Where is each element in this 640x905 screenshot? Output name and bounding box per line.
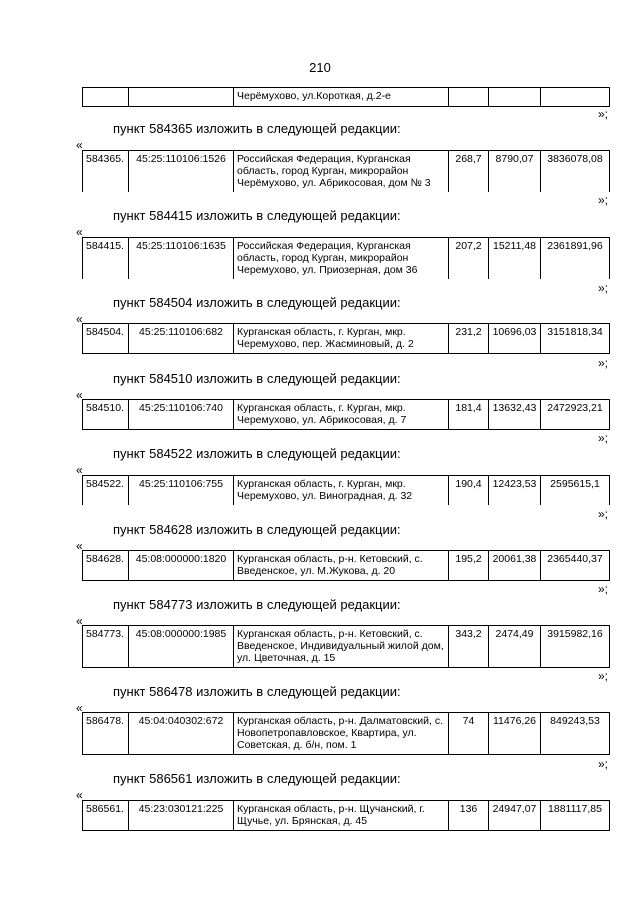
cell-number: 584504.: [83, 324, 129, 354]
cell-value: 2361891,96: [541, 238, 610, 280]
entry-heading: пункт 584773 изложить в следующей редакции:: [113, 597, 401, 612]
entry-table: [82, 625, 610, 668]
cell-price: 11476,26: [489, 713, 541, 755]
cell-value: 3151818,34: [541, 324, 610, 354]
cell-price: 12423,53: [489, 476, 541, 506]
table-row: [83, 151, 610, 193]
opening-quote: «: [76, 788, 83, 802]
cell-value: [541, 88, 610, 107]
cell-area: 343,2: [449, 626, 489, 668]
closing-quote: »;: [598, 193, 609, 207]
closing-quote: »;: [598, 281, 609, 295]
closing-quote: »;: [598, 669, 609, 683]
cell-number: [83, 88, 129, 107]
cell-area: 231,2: [449, 324, 489, 354]
cell-number: 584365.: [83, 151, 129, 193]
table-row: [83, 324, 610, 354]
cell-cadastral: 45:25:110106:1635: [129, 238, 234, 280]
cell-area: 207,2: [449, 238, 489, 280]
entry-table: [82, 712, 610, 755]
table-row: [83, 400, 610, 430]
cell-area: [449, 88, 489, 107]
cell-area: 136: [449, 801, 489, 831]
closing-quote: »;: [598, 107, 609, 121]
cell-value: 2595615,1: [541, 476, 610, 506]
cell-address: Курганская область, г. Курган, мкр. Черемухово, ул. Абрикосовая, д. 7: [234, 400, 449, 430]
table-row: [83, 713, 610, 755]
entry-table: [82, 150, 610, 192]
cell-price: [489, 88, 541, 107]
cell-price: 10696,03: [489, 324, 541, 354]
opening-quote: «: [76, 388, 83, 402]
entry-table: [82, 323, 610, 354]
entry-heading: пункт 584628 изложить в следующей редакции:: [113, 522, 401, 537]
cell-address: Курганская область, р-н. Далматовский, с. Новопетропавловское, Квартира, ул. Советская, д. б/н, пом. 1: [234, 713, 449, 755]
entry-heading: пункт 584504 изложить в следующей редакции:: [113, 295, 401, 310]
table-row: [83, 476, 610, 506]
cell-address: Курганская область, г. Курган, мкр. Черемухово, пер. Жасминовый, д. 2: [234, 324, 449, 354]
closing-quote: »;: [598, 757, 609, 771]
cell-cadastral: 45:25:110106:755: [129, 476, 234, 506]
cell-value: 3836078,08: [541, 151, 610, 193]
cell-cadastral: 45:25:110106:740: [129, 400, 234, 430]
cell-area: 181,4: [449, 400, 489, 430]
cell-value: 2472923,21: [541, 400, 610, 430]
cell-price: 15211,48: [489, 238, 541, 280]
cell-cadastral: [129, 88, 234, 107]
cell-address: Курганская область, г. Курган, мкр. Черемухово, ул. Виноградная, д. 32: [234, 476, 449, 506]
cell-price: 13632,43: [489, 400, 541, 430]
entry-table: [82, 237, 610, 279]
opening-quote: «: [76, 225, 83, 239]
cell-cadastral: 45:25:110106:682: [129, 324, 234, 354]
cell-area: 74: [449, 713, 489, 755]
entry-table: [82, 475, 610, 505]
cell-number: 584522.: [83, 476, 129, 506]
opening-quote: «: [76, 312, 83, 326]
cell-number: 584773.: [83, 626, 129, 668]
cell-price: 24947,07: [489, 801, 541, 831]
opening-quote: «: [76, 539, 83, 553]
opening-quote: «: [76, 614, 83, 628]
table-row: [83, 801, 610, 831]
cell-value: 3915982,16: [541, 626, 610, 668]
cell-number: 586561.: [83, 801, 129, 831]
cell-address: Российская Федерация, Курганская область, город Курган, микрорайон Черёмухово, ул. Абрикосовая, дом № 3: [234, 151, 449, 193]
cell-address: Черёмухово, ул.Короткая, д.2-е: [234, 88, 449, 107]
cell-area: 190,4: [449, 476, 489, 506]
cell-area: 195,2: [449, 551, 489, 581]
cell-number: 584628.: [83, 551, 129, 581]
entry-heading: пункт 586561 изложить в следующей редакции:: [113, 771, 401, 786]
entry-heading: пункт 584522 изложить в следующей редакции:: [113, 446, 401, 461]
entry-table: [82, 550, 610, 581]
cell-cadastral: 45:04:040302:672: [129, 713, 234, 755]
cell-cadastral: 45:25:110106:1526: [129, 151, 234, 193]
table-row: [83, 238, 610, 280]
cell-cadastral: 45:23:030121:225: [129, 801, 234, 831]
cell-address: Курганская область, р-н. Щучанский, г. Щучье, ул. Брянская, д. 45: [234, 801, 449, 831]
opening-quote: «: [76, 701, 83, 715]
cell-price: 20061,38: [489, 551, 541, 581]
cell-number: 586478.: [83, 713, 129, 755]
cell-address: Российская Федерация, Курганская область, город Курган, микрорайон Черемухово, ул. Приозерная, дом 36: [234, 238, 449, 280]
cell-address: Курганская область, р-н. Кетовский, с. Введенское, Индивидуальный жилой дом, ул. Цветочная, д. 15: [234, 626, 449, 668]
cell-value: 849243,53: [541, 713, 610, 755]
entry-heading: пункт 584365 изложить в следующей редакции:: [113, 121, 401, 136]
table-row: [83, 626, 610, 668]
cell-price: 8790,07: [489, 151, 541, 193]
entry-heading: пункт 586478 изложить в следующей редакции:: [113, 684, 401, 699]
entry-heading: пункт 584415 изложить в следующей редакции:: [113, 208, 401, 223]
cell-address: Курганская область, р-н. Кетовский, с. Введенское, ул. М.Жукова, д. 20: [234, 551, 449, 581]
cell-number: 584510.: [83, 400, 129, 430]
cell-number: 584415.: [83, 238, 129, 280]
closing-quote: »;: [598, 507, 609, 521]
closing-quote: »;: [598, 356, 609, 370]
entry-table: [82, 399, 610, 430]
cell-price: 2474,49: [489, 626, 541, 668]
closing-quote: »;: [598, 431, 609, 445]
cell-value: 1881117,85: [541, 801, 610, 831]
closing-quote: »;: [598, 582, 609, 596]
entry-heading: пункт 584510 изложить в следующей редакции:: [113, 371, 401, 386]
entry-table: [82, 800, 610, 831]
opening-quote: «: [76, 463, 83, 477]
cell-cadastral: 45:08:000000:1820: [129, 551, 234, 581]
cell-area: 268,7: [449, 151, 489, 193]
continuation-table: [82, 87, 610, 107]
cell-cadastral: 45:08:000000:1985: [129, 626, 234, 668]
opening-quote: «: [76, 138, 83, 152]
table-row: [83, 551, 610, 581]
page-number: 210: [309, 60, 331, 75]
cell-value: 2365440,37: [541, 551, 610, 581]
